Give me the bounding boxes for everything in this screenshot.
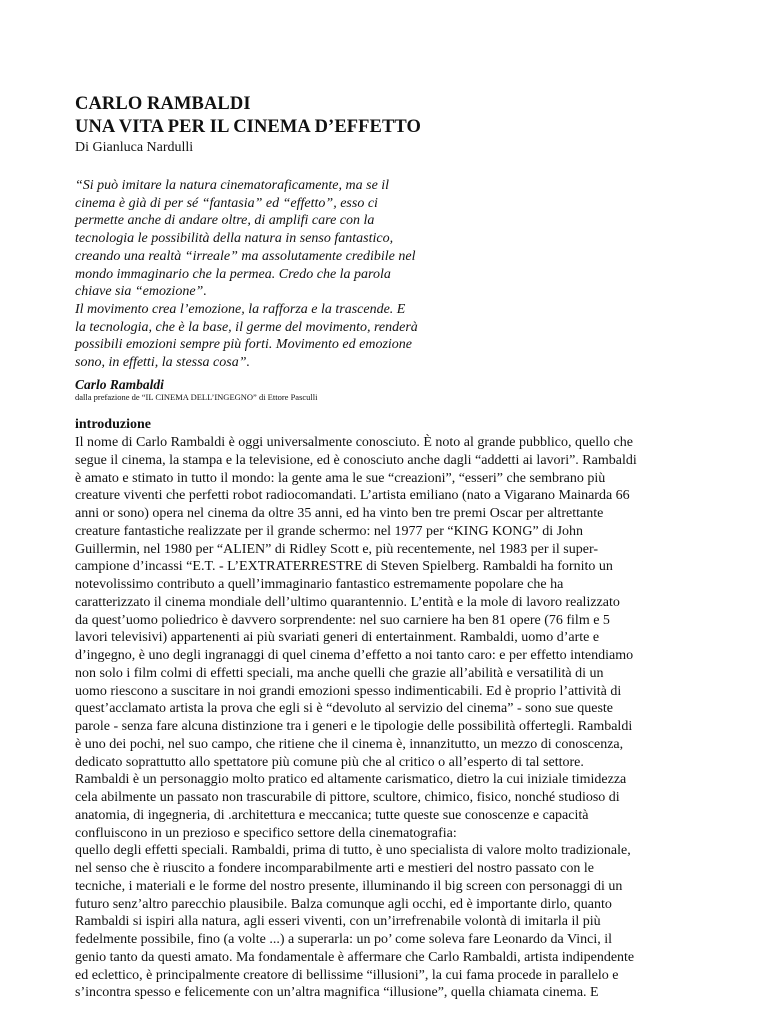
quote-line: chiave sia “emozione”. xyxy=(75,284,207,300)
quote-line: permette anche di andare oltre, di amplifi care con la xyxy=(75,213,375,229)
body-line: non solo i film colmi di effetti speciali, ma anche quelli che grazie all’abilità e versatilità di un xyxy=(75,665,604,681)
body-line: quello degli effetti speciali. Rambaldi, prima di tutto, è uno specialista di valore molto tradizionale, xyxy=(75,843,631,859)
title-line-1: CARLO RAMBALDI xyxy=(75,94,251,114)
body-line: Rambaldi si ispiri alla natura, agli esseri viventi, con un’irrefrenabile volontà di imitarla il più xyxy=(75,914,601,930)
body-line: uomo riescono a suscitare in noi grandi emozioni spesso indimenticabili. Ed è proprio l’attività di xyxy=(75,683,622,699)
quote-line: cinema è già di per sé “fantasia” ed “effetto”, esso ci xyxy=(75,195,378,211)
body-line: campione d’incassi “E.T. - L’EXTRATERRESTRE di Steven Spielberg. Rambaldi ha fornito un xyxy=(75,559,613,575)
body-line: creature viventi che perfetti robot radiocomandati. L’artista emiliano (nato a Vigarano Mainarda 66 xyxy=(75,488,630,504)
quote-source: dalla prefazione de “IL CINEMA DELL’INGEGNO” di Ettore Pasculli xyxy=(75,392,318,402)
body-line: Il nome di Carlo Rambaldi è oggi universalmente conosciuto. È noto al grande pubblico, quello che xyxy=(75,435,633,450)
body-text xyxy=(75,434,695,1002)
quote-line: mondo immaginario che la permea. Credo che la parola xyxy=(75,266,391,282)
quote-line: “Si può imitare la natura cinematoraficamente, ma se il xyxy=(75,178,390,193)
body-line: ed eclettico, è principalmente creatore di bellissime “illusioni”, la cui fama procede in parallelo e xyxy=(75,967,619,983)
body-line: d’ingegno, è uno degli ingranaggi di quel cinema d’effetto a noi tanto caro: e per effetto intendiamo xyxy=(75,648,634,663)
body-line: caratterizzato il cinema mondiale dell’ultimo quarantennio. L’entità e la mole di lavoro realizzato xyxy=(75,594,620,610)
quote-author: Carlo Rambaldi xyxy=(75,377,164,392)
body-line: Guillermin, nel 1980 per “ALIEN” di Ridley Scott e, più recentemente, nel 1983 per il super- xyxy=(75,541,599,557)
byline: Di Gianluca Nardulli xyxy=(75,140,194,155)
body-line: s’incontra spesso e felicemente con un’altra magnifica “illusione”, quella chiamata cinema. E xyxy=(75,985,599,1001)
body-line: è amato e stimato in tutto il mondo: la gente ama le sue “creazioni”, “esseri” che sembrano più xyxy=(75,470,606,486)
body-line: confluiscono in un prezioso e specifico settore della cinematografia: xyxy=(75,825,457,841)
quote-line: creando una realtà “irreale” ma assolutamente credibile nel xyxy=(75,248,416,264)
epigraph-quote xyxy=(75,177,495,372)
section-heading: introduzione xyxy=(75,417,151,432)
body-line: genio tanto da questi amato. Ma fondamentale è affermare che Carlo Rambaldi, artista indipendente xyxy=(75,949,635,965)
body-line: tecniche, i materiali e le forme del nostro presente, illuminando il big screen con personaggi di un xyxy=(75,878,623,894)
body-line: è uno dei pochi, nel suo campo, che ritiene che il cinema è, innanzitutto, un mezzo di conoscenza, xyxy=(75,736,624,752)
body-line: parole - senza fare alcuna distinzione tra i generi e le tipologie delle possibilità offertegli. Rambaldi xyxy=(75,719,633,734)
quote-line: tecnologia le possibilità della natura in senso fantastico, xyxy=(75,231,394,247)
body-line: fedelmente possibile, fino (a volte ...) a superarla: un po’ come soleva fare Leonardo da Vinci, il xyxy=(75,932,613,947)
body-line: lavori televisivi) appartenenti ai più svariati generi di entertainment. Rambaldi, uomo d’arte e xyxy=(75,630,600,646)
quote-line: Il movimento crea l’emozione, la rafforza e la trascende. E xyxy=(75,301,406,317)
body-line: da quest’uomo poliedrico è davvero sorprendente: nel suo carniere ha ben 81 opere (76 film e 5 xyxy=(75,612,610,628)
quote-line: sono, in effetti, la stessa cosa”. xyxy=(75,355,250,371)
article-title xyxy=(75,93,421,139)
body-line: dedicato soprattutto allo spettatore più comune più che al critico o all’esperto di tal settore. xyxy=(75,754,584,770)
body-line: futuro senz’altro parecchio plausibile. Balza comunque agli occhi, ed è importante dirlo, quanto xyxy=(75,896,612,912)
body-line: segue il cinema, la stampa e la televisione, ed è conosciuto anche dagli “addetti ai lavori”. Rambaldi xyxy=(75,452,637,468)
quote-line: possibili emozioni sempre più forti. Movimento ed emozione xyxy=(75,337,412,353)
title-line-2: UNA VITA PER IL CINEMA D’EFFETTO xyxy=(75,117,422,137)
body-line: anatomia, di ingegneria, di .architettura e meccanica; tutte queste sue conoscenze e capacità xyxy=(75,807,589,823)
body-line: Rambaldi è un personaggio molto pratico ed altamente carismatico, dietro la cui iniziale timidezza xyxy=(75,772,627,788)
body-line: creature fantastiche realizzate per il grande schermo: nel 1977 per “KING KONG” di John xyxy=(75,523,584,539)
body-line: cela abilmente un passato non trascurabile di pittore, scultore, chimico, fisico, nonché studioso di xyxy=(75,790,620,805)
body-line: quest’acclamato artista la prova che egli si è “devoluto al servizio del cinema” - sono sue queste xyxy=(75,701,614,717)
quote-line: la tecnologia, che è la base, il germe del movimento, renderà xyxy=(75,319,418,335)
body-line: anni or sono) opera nel cinema da oltre 35 anni, ed ha vinto ben tre premi Oscar per altrettante xyxy=(75,506,604,521)
body-line: notevolissimo contributo a quell’immaginario fantastico estremamente popolare che ha xyxy=(75,577,564,592)
body-line: nel senso che è riuscito a fondere incomparabilmente arti e mestieri del nostro passato con le xyxy=(75,861,594,876)
